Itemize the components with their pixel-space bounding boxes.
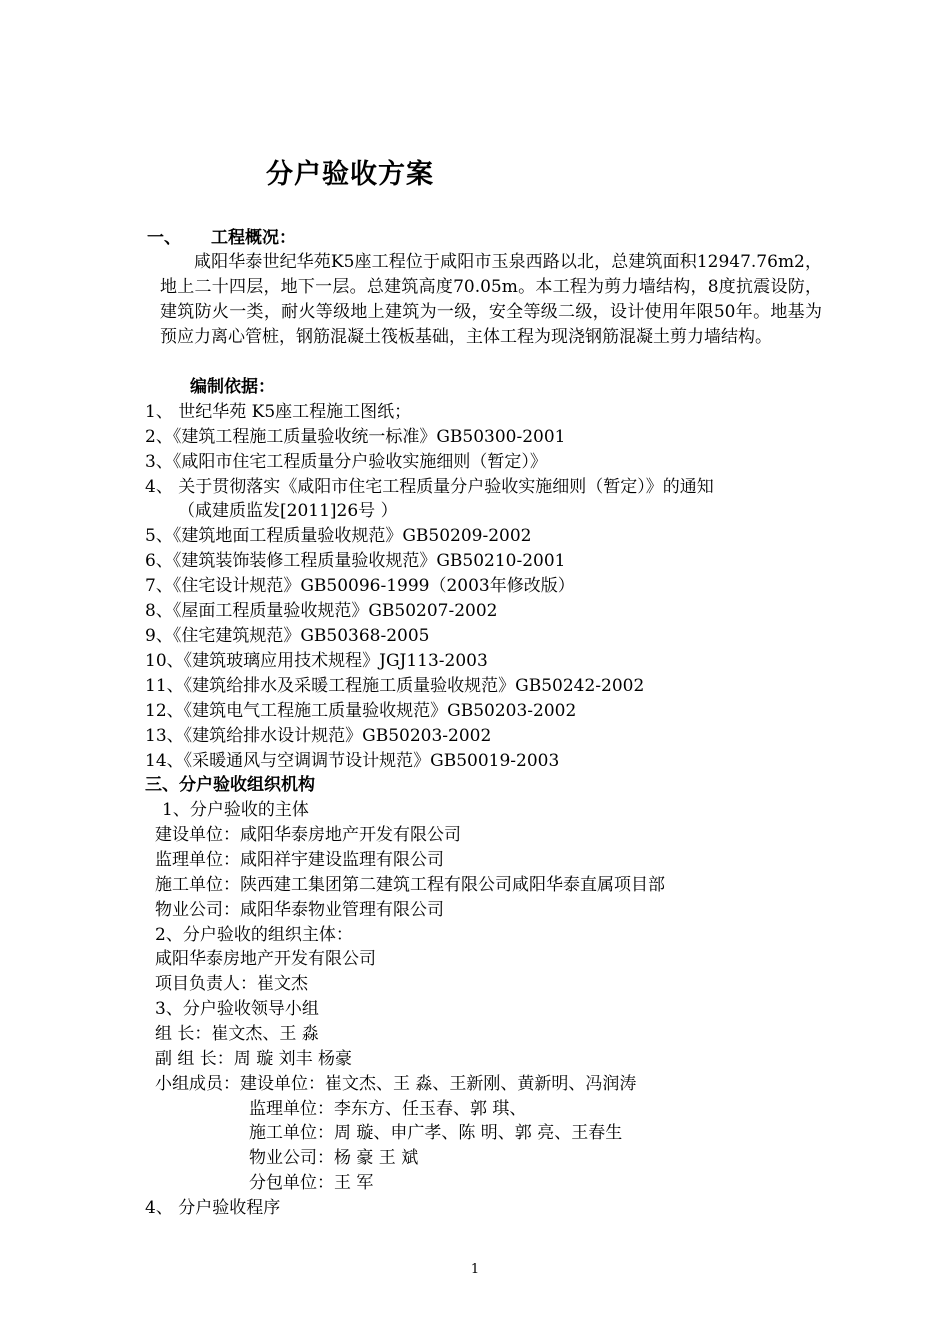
org-property: 物业公司：咸阳华泰物业管理有限公司 <box>155 900 444 920</box>
org-contractor: 施工单位：陕西建工集团第二建筑工程有限公司咸阳华泰直属项目部 <box>155 875 665 895</box>
org-subject-heading: 1、分户验收的主体 <box>162 800 309 820</box>
basis-item-13: 13、《建筑给排水设计规范》GB50203-2002 <box>145 726 492 746</box>
basis-item-11: 11、《建筑给排水及采暖工程施工质量验收规范》GB50242-2002 <box>145 676 645 696</box>
org-organizer: 咸阳华泰房地产开发有限公司 <box>155 949 376 969</box>
basis-item-2: 2、《建筑工程施工质量验收统一标准》GB50300-2001 <box>145 427 566 447</box>
org-procedure-heading: 4、 分户验收程序 <box>145 1198 281 1218</box>
basis-item-10: 10、《建筑玻璃应用技术规程》JGJ113-2003 <box>145 651 488 671</box>
basis-item-7: 7、《住宅设计规范》GB50096-1999（2003年修改版） <box>145 576 575 596</box>
org-members-builder: 小组成员：建设单位：崔文杰、王 淼、王新刚、黄新明、冯润涛 <box>155 1074 637 1094</box>
basis-item-8: 8、《屋面工程质量验收规范》GB50207-2002 <box>145 601 498 621</box>
org-members-property: 物业公司：杨 豪 王 斌 <box>249 1148 419 1168</box>
overview-paragraph: 咸阳华泰世纪华苑K5座工程位于咸阳市玉泉西路以北，总建筑面积12947.76m2，地上二十四层，地下一层。总建筑高度70.05m。本工程为剪力墙结构，8度抗震设防，建筑防火一类，耐火等级地上建筑为一级，安全等级二级，设计使用年限50年。地基为预应力离心管桩，钢筋混凝土筏板基础，主体工程为现浇钢筋混凝土剪力墙结构。 <box>160 252 822 347</box>
org-group-leader: 组 长：崔文杰、王 淼 <box>155 1024 319 1044</box>
org-leadership-heading: 3、分户验收领导小组 <box>155 999 319 1019</box>
basis-item-9: 9、《住宅建筑规范》GB50368-2005 <box>145 626 430 646</box>
org-deputy-leader: 副 组 长：周 璇 刘丰 杨豪 <box>155 1049 353 1069</box>
basis-item-3: 3、《咸阳市住宅工程质量分户验收实施细则（暂定）》 <box>145 452 547 472</box>
page-number: 1 <box>470 1262 480 1277</box>
org-supervisor: 监理单位：咸阳祥宇建设监理有限公司 <box>155 850 444 870</box>
basis-heading: 编制依据： <box>190 377 275 397</box>
basis-item-6: 6、《建筑装饰装修工程质量验收规范》GB50210-2001 <box>145 551 566 571</box>
section-1-number: 一、 <box>147 228 181 248</box>
basis-item-4-cont: （咸建质监发[2011]26号 ） <box>178 501 398 521</box>
section-3-heading: 三、分户验收组织机构 <box>145 775 315 795</box>
basis-item-14: 14、《采暖通风与空调调节设计规范》GB50019-2003 <box>145 751 560 771</box>
org-members-contractor: 施工单位：周 璇、申广孝、陈 明、郭 亮、王春生 <box>249 1123 623 1143</box>
section-1-heading: 工程概况： <box>211 228 296 248</box>
org-members-supervisor: 监理单位：李东方、任玉春、郭 琪、 <box>249 1099 527 1119</box>
basis-item-4: 4、 关于贯彻落实《咸阳市住宅工程质量分户验收实施细则（暂定）》的通知 <box>145 477 714 497</box>
org-members-subcontractor: 分包单位：王 军 <box>249 1173 374 1193</box>
basis-item-12: 12、《建筑电气工程施工质量验收规范》GB50203-2002 <box>145 701 577 721</box>
basis-item-1: 1、 世纪华苑 K5座工程施工图纸； <box>145 402 412 422</box>
basis-item-5: 5、《建筑地面工程质量验收规范》GB50209-2002 <box>145 526 532 546</box>
org-builder: 建设单位：咸阳华泰房地产开发有限公司 <box>155 825 461 845</box>
document-title: 分户验收方案 <box>266 159 434 190</box>
org-project-lead: 项目负责人：崔文杰 <box>155 974 308 994</box>
org-organizer-heading: 2、分户验收的组织主体： <box>155 925 353 945</box>
